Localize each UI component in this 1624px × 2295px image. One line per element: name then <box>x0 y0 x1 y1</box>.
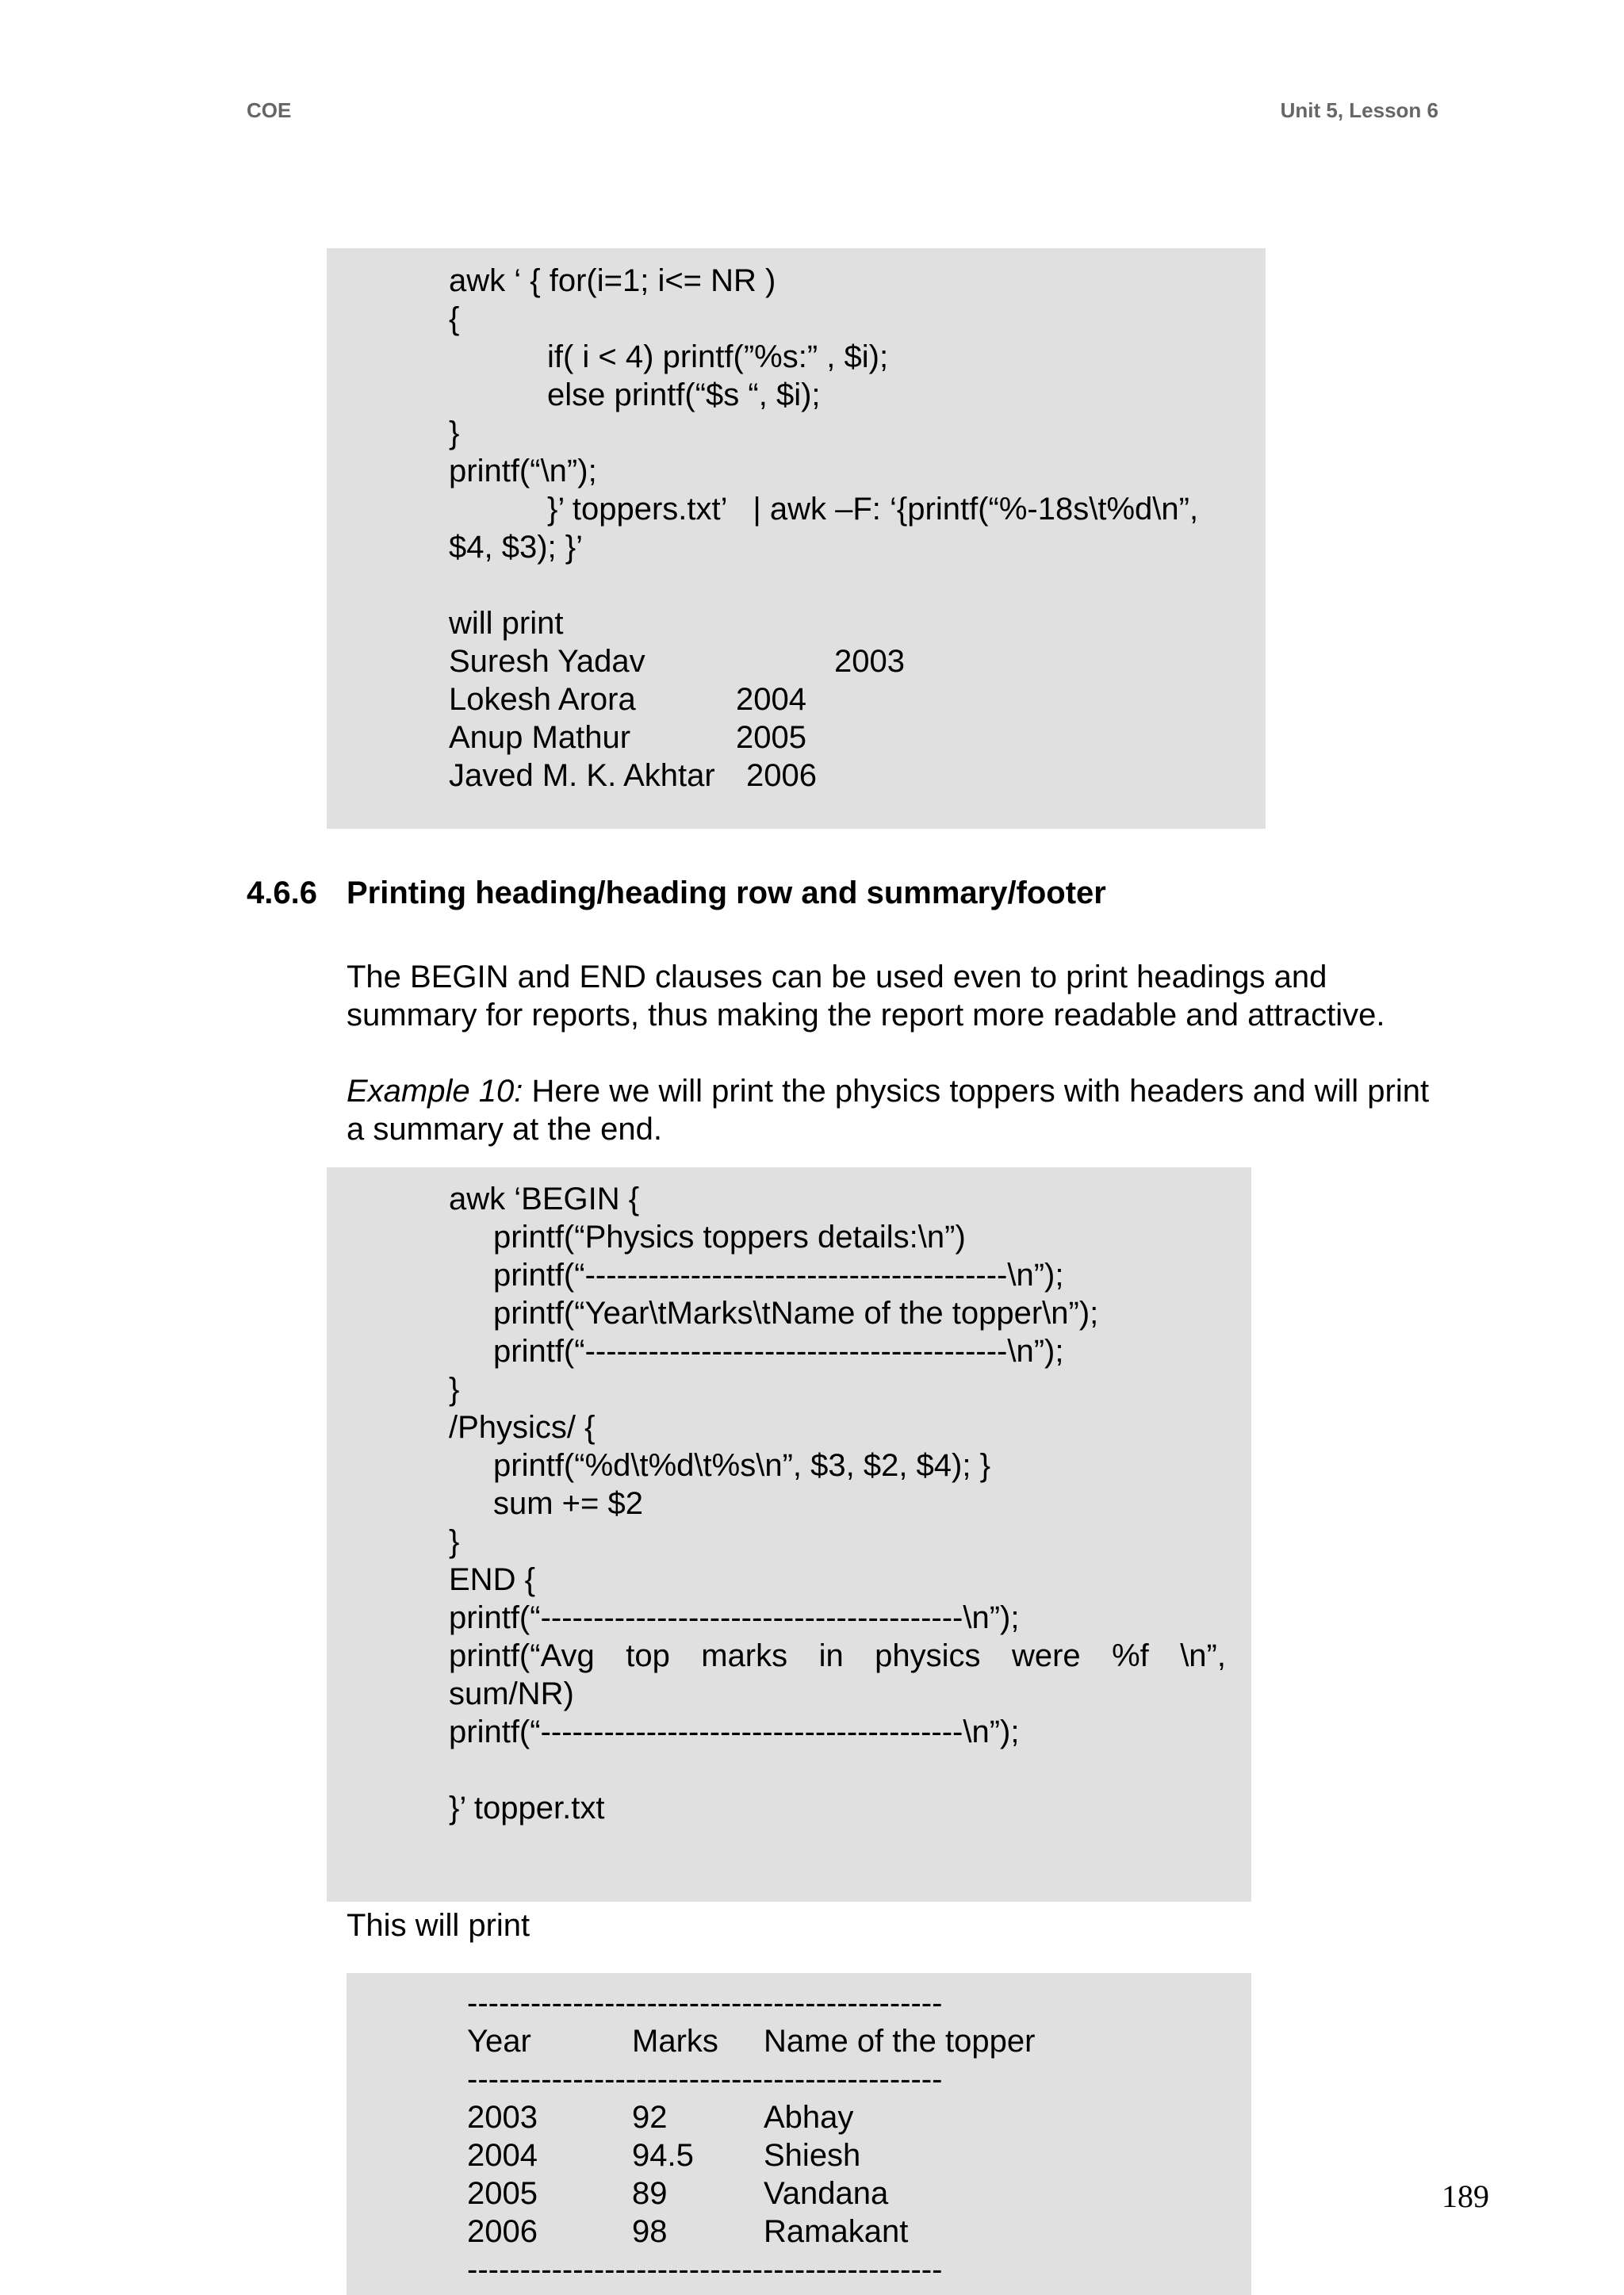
output-cell-marks: 98 <box>632 2214 668 2249</box>
code1-row-year: 2004 <box>736 682 806 717</box>
output-header-name: Name of the topper <box>764 2024 1036 2059</box>
code2-line: printf(“Physics toppers details:\n”) <box>493 1220 966 1255</box>
code1-row-year: 2005 <box>736 720 806 755</box>
code1-row-name: Suresh Yadav <box>449 644 645 679</box>
code2-line: sum/NR) <box>449 1676 574 1711</box>
code2-line: awk ‘BEGIN { <box>449 1182 640 1216</box>
code1-line: { <box>449 301 460 336</box>
code2-line: END { <box>449 1562 535 1597</box>
code1-line: printf(“\n”); <box>449 454 597 489</box>
code2-line: printf(“Year\tMarks\tName of the topper\n”); <box>493 1296 1099 1331</box>
output-rule: --------------------------------------------- <box>467 2252 943 2287</box>
code2-line: printf(“----------------------------------------\n”); <box>449 1600 1020 1635</box>
code2-line: /Physics/ { <box>449 1410 596 1445</box>
example-line <box>347 1072 1429 1110</box>
output-header-marks: Marks <box>632 2024 718 2059</box>
output-cell-marks: 89 <box>632 2176 668 2211</box>
code1-line: } <box>449 416 460 450</box>
output-cell-year: 2005 <box>467 2176 538 2211</box>
output-cell-year: 2004 <box>467 2138 538 2173</box>
example-line: a summary at the end. <box>347 1112 662 1147</box>
output-rule: --------------------------------------------- <box>467 1986 943 2021</box>
code2-line: } <box>449 1372 460 1407</box>
section-number: 4.6.6 <box>247 875 317 910</box>
code1-line: else printf(“$s “, $i); <box>547 377 821 412</box>
code1-line: awk ‘ { for(i=1; i<= NR ) <box>449 263 776 298</box>
output-cell-year: 2006 <box>467 2214 538 2249</box>
output-cell-name: Vandana <box>764 2176 889 2211</box>
output-cell-name: Shiesh <box>764 2138 861 2173</box>
code1-row-year: 2006 <box>746 758 817 793</box>
code2-line: printf(“----------------------------------------\n”); <box>493 1258 1064 1293</box>
output-cell-name: Ramakant <box>764 2214 909 2249</box>
output-rule: --------------------------------------------- <box>467 2062 943 2097</box>
code1-row-name: Anup Mathur <box>449 720 631 755</box>
header-left: COE <box>247 98 292 122</box>
section-title: Printing heading/heading row and summary/footer <box>347 875 1106 910</box>
code2-line: }’ topper.txt <box>449 1791 605 1826</box>
code2-line: printf(“%d\t%d\t%s\n”, $3, $2, $4); } <box>493 1448 990 1483</box>
output-cell-name: Abhay <box>764 2100 854 2135</box>
example-label: Example 10: <box>347 1074 523 1109</box>
output-header-year: Year <box>467 2024 531 2059</box>
code1-row-name: Lokesh Arora <box>449 682 636 717</box>
code1-row-year: 2003 <box>834 644 905 679</box>
code2-line: sum += $2 <box>493 1486 644 1521</box>
code1-line: will print <box>449 606 564 641</box>
code2-line: printf(“----------------------------------------\n”); <box>493 1334 1064 1369</box>
output-cell-marks: 92 <box>632 2100 668 2135</box>
body-paragraph-line: summary for reports, thus making the report more readable and attractive. <box>347 998 1385 1033</box>
code1-line: if( i < 4) printf(”%s:” , $i); <box>547 339 889 374</box>
section-heading <box>247 875 1106 911</box>
output-cell-year: 2003 <box>467 2100 538 2135</box>
example-text: Here we will print the physics toppers with headers and will print <box>523 1074 1430 1109</box>
code1-line: }’ toppers.txt’ | awk –F: ‘{printf(“%-18s\t%d\n”, <box>547 492 1199 527</box>
page-number: 189 <box>1442 2178 1489 2214</box>
output-cell-marks: 94.5 <box>632 2138 694 2173</box>
code1-line: $4, $3); }’ <box>449 530 584 565</box>
header-right: Unit 5, Lesson 6 <box>1280 98 1438 122</box>
code1-row-name: Javed M. K. Akhtar <box>449 758 715 793</box>
code2-line: printf(“Avg top marks in physics were %f \n”, <box>449 1638 1226 1673</box>
code2-line: printf(“----------------------------------------\n”); <box>449 1715 1020 1749</box>
body-paragraph-line: The BEGIN and END clauses can be used even to print headings and <box>347 960 1327 994</box>
this-will-print-label: This will print <box>347 1908 530 1943</box>
code2-line: } <box>449 1524 460 1559</box>
